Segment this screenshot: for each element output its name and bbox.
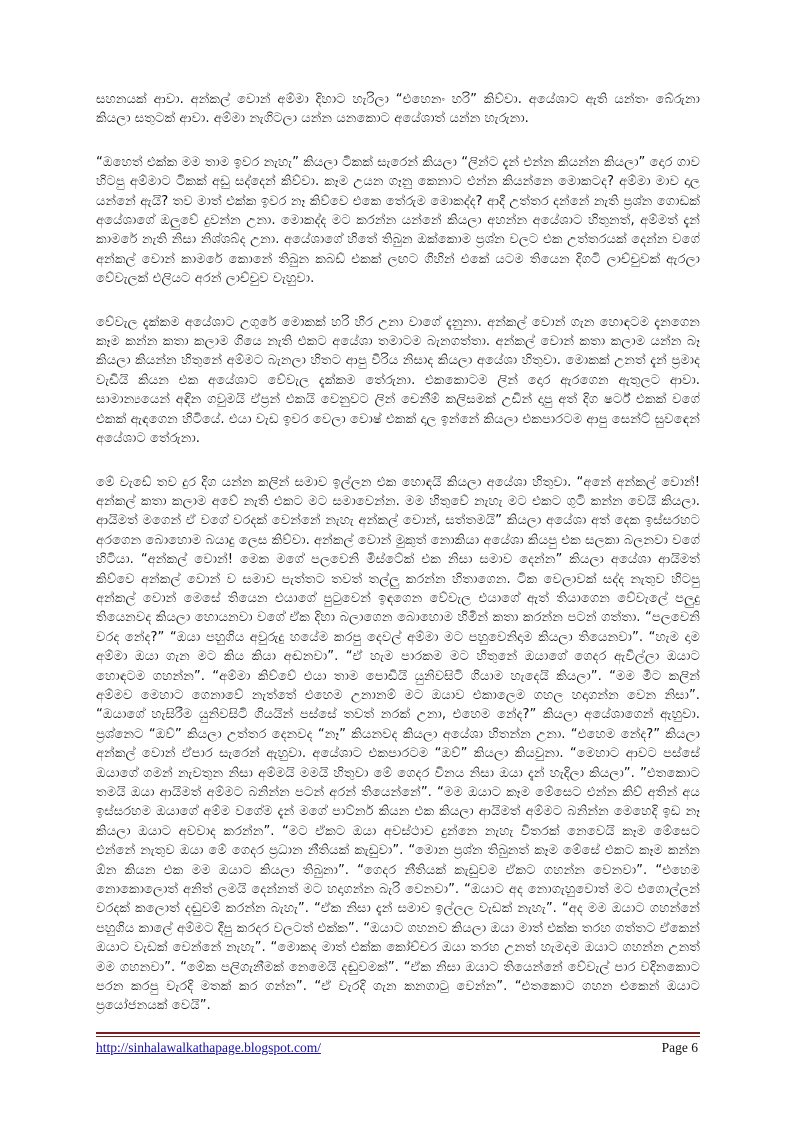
paragraph-4: මේ වැඩේ තව දුර දිග යන්න කලින් සමාව ඉල්ලන එක හොඳයි කියලා අයේශා හිතුවා. “අනේ අන්කල් වොන්! අන්කල් කතා කලාම අවේ නැති එකට මට සමාවෙන්න. මම හිතුවේ නැහැ මට එකට ගුටි කන්න වෙයි කියලා. ආයිමත් මගෙන් ඒ වගේ වරදක් වෙන්නේ නැහැ අන්කල් වොන්, සත්තමයි” කියලා අයේශා අත් දෙක ඉස්සරහට අරගෙන බොහොම බයාදු ලෙස කිව්වා. අන්කල් වොන් මුකුත් නොකියා අයේශා කියපු එක සලකා බලනවා වගේ හිටියා. “අන්කල් වොන්! මෙක මගේ පලවෙනි මිස්ටේක් එක නිසා සමාව දෙන්න” කියලා අයේශා ආයිමත් කිව්වෙ අන්කල් වොන් ව සමාව පැත්තට තවත් තල්ලු කරන්න හිතාගෙන. ටික වෙලාවක් සද්ද නැතුව හිටපු අන්කල් වොන් මෙසේ තියෙන එයාගේ පුටුවෙන් ඉඳගෙන වේවැල එයාගේ ඇත් තියාගෙන වේවැලේ පලුදු තියෙනවද කියලා හොයනවා වගේ ඒක දිහා බලාගෙන බොහොම හිමින් කතා කරන්න පටන් ගත්තා. “පලවෙනි වරද නේද?” “ඔයා පහුගිය අවුරුදු හයේම කරපු දෙවල් අම්මා මට පහුවෙනිදාම කියලා තියෙනවා”. “හැම දාම අම්මා ඔයා ගැන මට කිය කියා අඬනවා”. “ඒ හැම පාරකම මට හිතුනේ ඔයාගේ ගෙදර ඇවිල්ලා ඔයාට හොඳටම ගහන්න”. “අම්මා කිව්වේ එයා තාම පොඩියි යුනිවසිටි ගියාම හැදෙයි කියලා”. “මම මීට කලින් අම්මව මෙහාට ගෙනාවේ නැත්තේ එහෙම උනානම් මට ඔයාව එකාලෙම ගහල හදාගන්න වෙන නිසා”. “ඔයාගේ හැසිරීම යුනිවසිටි ගියයින් පස්සේ තවත් නරක් උනා, එහෙම නේද?” කියලා අයේශාගෙන් ඇහුවා. ප්‍රශ්නෙට “ඔව්” කියලා උත්තර දෙනවද “නෑ” කියනවද කියලා අයේශා හිතන්න උනා. “එහෙම නේද?” කියලා අන්කල් වොන් ඒපාර සැරෙන් ඇහුවා. අයේශාට එකපාරටම “ඔව්” කියලා කියවුනා. “මෙහාට ආවට පස්සේ ඔයාගේ ගමන් නැවතුන නිසා අම්මයි මමයි හිතුවා මේ ගෙදර විනය නිසා ඔයා දැන් හැදිලා කියලා”. ”එතකොට තමයි ඔයා ආයිමත් අම්මට බනින්න පටන් අරන් තියෙන්නේ”. “මම ඔයාට කෑම මේසෙට එන්න කිව් අතින් අය ඉස්සරහම ඔයාගේ අම්ම වගේම දැන් මගේ පාට්නර් කියන එක කියලා ආයිමත් අම්මට බනින්න මෙහෙදි ඉඩ නෑ කියලා ඔයාට අවවාද කරන්න”. “මට ඒකට ඔයා අවස්ථාව දුන්නෙ නැහැ විතරක් නෙවෙයි කෑම මේසෙට එන්නේ නැතුව ඔයා මේ ගෙදර ප්‍රධාන නීතියක් කැඩුවා”. “මොන ප්‍රශ්න තිබුනත් කෑම මේසේ එකට කෑම කන්න ඕන කියන එක මම ඔයාට කියලා තිබුනා”. “ගෙදර නීතියක් කැඩුවම ඒකට ගහන්න වෙනවා”. “එහෙම නොකොලොත් අනිත් ලමයි දෙන්නත් මට හදාගන්න බැරි වෙනවා”. “ඔයාට අද නොගැහුවොත් මට එගොල්ලන් වරදක් කලොත් දඬුවම් කරන්න බැහැ”. “ඒක නිසා දැන් සමාව ඉල්ලල වැඩක් නැහැ”. “අද මම ඔයාට ගහන්නේ පහුගිය කාලේ අම්මට දීපු කරදර වලටත් එක්ක”. “ඔයාට ගහනව කියලා ඔයා මාත් එක්ක තරහ ගත්තට ඒකෙන් ඔයාට වැඩක් වෙන්නේ නැහැ”. “මොකද මාත් එක්ක කෝච්චර ඔයා තරහ උනත් හැමදාම ඔයාට ගහන්න උනත් මම ගහනවා”. “මේක පලිගැනීමක් නෙමෙයි දඬුවමක්”. “ඒක නිසා ඔයාට තියෙන්නේ වේවැල් පාර වදිනකොට පරන කරපු වැරදි මතක් කර ගන්න”. “ඒ වැරදි ගැන කනගාටු වෙන්න”. “එතකොට ගහන එකෙන් ඔයාට ප්‍රයෝජනයක් වෙයි”. bbox=[96, 474, 700, 1014]
page-body bbox=[96, 90, 700, 1025]
footer-divider-thick bbox=[96, 1032, 700, 1034]
paragraph-1: සහනයක් ආවා. අන්කල් වොන් අම්මා දිහාට හැරිලා “එහෙනං හරි” කිව්වා. අයේශාට ඇති යන්තං බේරුනා කියලා සතුටක් ආවා. අම්මා නැගිටලා යන්න යනකොට අයේශාත් යන්න හැරුනා. bbox=[96, 92, 700, 127]
paragraph-2: “ඔහෙත් එක්ක මම තාම ඉවර නැහැ” කියලා ටිකක් සැරෙන් කියලා “ලින්ට දැන් එන්න කියන්න කියලා” දොර ගාව හිටපු අම්මාට ටිකක් අඩු සද්දෙන් කිව්වා. කෑම උයන ගෑනු කෙනාට එන්න කියන්නෙ මොකටද? අම්මා මාව දාල යන්නේ ඇයි? තව මාත් එක්ක ඉවර නෑ කිව්වෙ එකෙ තේරුම මොකද්ද? ආදී උත්තර දන්නේ නැති ප්‍රශ්න ගොඩක් අයේශාගේ ඔලුවේ දුවන්න උනා. මොකද්ද මට කරන්න යන්නේ කියලා අහන්න අයේශාට හිතුනත්, අම්මත් දැන් කාමරේ නැති නිසා නිශ්ශබ්ද උනා. අයේශාගේ හිතේ තිබුන ඔක්කොම ප්‍රශ්න වලට එක උත්තරයක් දෙන්න වගේ අන්කල් වොන් කාමරේ කොනේ තිබුන කබඩ් එකක් ලඟට ගිහින් එකේ යටම තියෙන දිගටි ලාච්චුවක් ඇරලා වේවැලක් එලියට අරන් ලාච්චුව වැහුවා. bbox=[96, 154, 700, 287]
footer-blog-link[interactable]: http://sinhalawalkathapage.blogspot.com/ bbox=[96, 1040, 321, 1055]
paragraph-3: වේවැල දැක්කම අයේශාට උගුරේ මොකක් හරි හිර උනා වාගේ දැනුනා. අන්කල් වොන් ගැන හොඳටම දැනගෙන කෑම කන්න කතා කලාම ගියෙ නැති එකට අයේශා තමාටම බැනගත්තා. අන්කල් වොන් කතා කලාම යන්න බෑ කියලා කියන්න හිතුනේ අම්මට බැනලා හිතට ආපු වීරිය නිසාද කියලා අයේශා හිතුවා. මොකක් උනත් දැන් ප්‍රමාද වැඩියි කියන එක අයේශාට වේවැල දැක්කම තේරුනා. එකකොටම ලින් දොර ඇරගෙන ඇතුලට ආවා. සාමාන්‍යයෙන් අඳින ගවුමයි ඒප්‍රන් එකයි වෙනුවට ලින් චෙනීම් කලිසමක් උඩින් දාපු අත් දිග ෂර්ට් එකක් වගේ එකක් ඇඳගෙන හිටියේ. එයා වැඩ ඉවර වෙලා වොෂ් එකක් දාල ඉන්නේ කියලා එකපාරටම ආපු සෙන්ට් සුවඳෙන් අයේශාට තේරුනා. bbox=[96, 314, 700, 447]
page-number: Page 6 bbox=[661, 1040, 698, 1055]
footer-divider-thin bbox=[96, 1036, 700, 1037]
